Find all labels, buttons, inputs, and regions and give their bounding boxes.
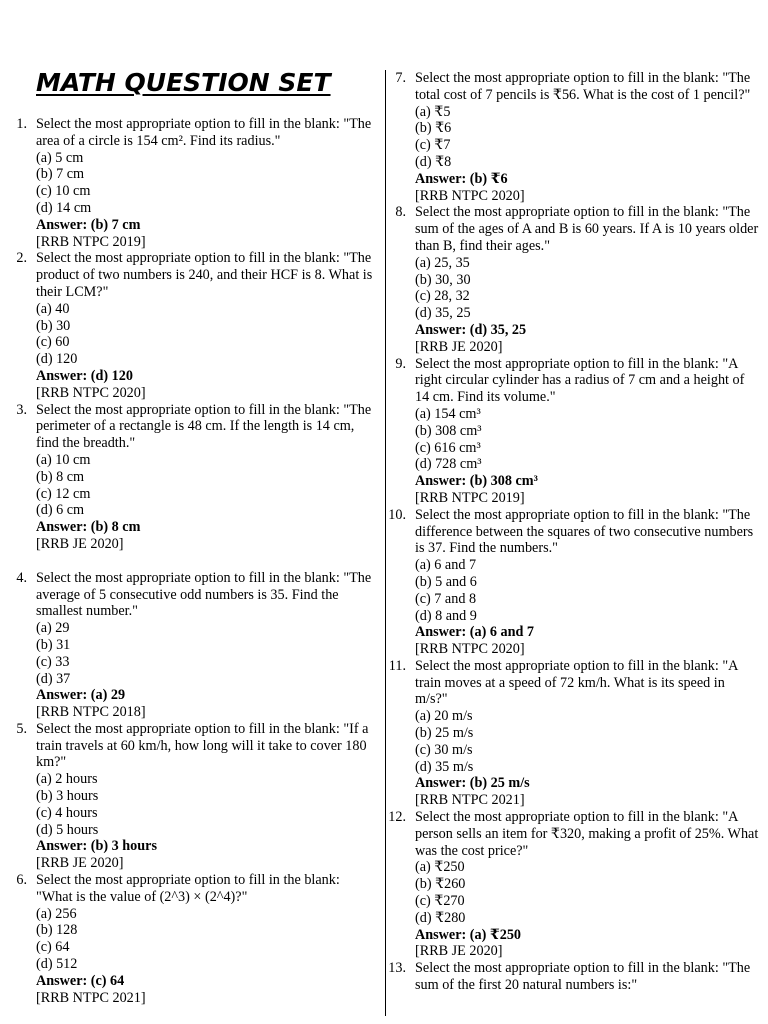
question-number: 10. <box>388 506 406 523</box>
option: (a) 40 <box>36 300 70 317</box>
question-number: 4. <box>16 569 27 586</box>
option: (d) 120 <box>36 351 78 368</box>
source: [RRB NTPC 2020] <box>415 641 525 658</box>
option: (b) 30 <box>36 317 71 334</box>
question-item <box>388 657 760 809</box>
option: (c) 12 cm <box>36 485 91 502</box>
question-column-right <box>388 70 760 994</box>
question-item <box>395 355 760 507</box>
option: (d) 35, 25 <box>415 305 471 322</box>
option: (c) 616 cm³ <box>415 439 481 456</box>
answer: Answer: (b) 7 cm <box>36 216 141 233</box>
option: (a) 25, 35 <box>415 254 470 271</box>
answer: Answer: (d) 35, 25 <box>415 321 527 338</box>
question-item <box>16 872 378 1006</box>
source: [RRB JE 2020] <box>36 535 124 552</box>
option: (c) 4 hours <box>36 804 98 821</box>
question-prompt: Select the most appropriate option to fill in the blank: "If a train travels at 60 km/h, how long will it take to cover 180 km?" <box>36 720 369 771</box>
question-prompt: Select the most appropriate option to fill in the blank: "The sum of the ages of A and B is 60 years. If A is 10 years older than B, find their ages." <box>415 204 759 254</box>
option: (c) ₹270 <box>415 893 465 910</box>
source: [RRB JE 2020] <box>415 943 503 960</box>
question-prompt: Select the most appropriate option to fill in the blank: "The product of two numbers is 240, and their HCF is 8. What is their LCM?" <box>36 250 373 300</box>
option: (b) 308 cm³ <box>415 422 482 439</box>
question-prompt: Select the most appropriate option to fill in the blank: "The average of 5 consecutive odd numbers is 35. Find the smallest number." <box>36 569 372 620</box>
question-item <box>16 250 378 401</box>
question-item <box>388 506 760 658</box>
answer: Answer: (a) 6 and 7 <box>415 624 535 641</box>
option: (b) 31 <box>36 636 71 653</box>
option: (a) ₹5 <box>415 103 451 120</box>
question-prompt: Select the most appropriate option to fill in the blank: "A right circular cylinder has a radius of 7 cm and a height of 14 cm. Find its volume." <box>415 355 745 406</box>
question-number: 8. <box>395 204 406 221</box>
source: [RRB NTPC 2021] <box>415 792 525 809</box>
option: (d) 728 cm³ <box>415 456 482 473</box>
question-item <box>16 720 378 872</box>
option: (d) ₹280 <box>415 909 466 926</box>
column-divider <box>385 70 386 1016</box>
question-item <box>395 204 760 355</box>
source: [RRB NTPC 2021] <box>36 989 146 1006</box>
question-item <box>388 960 760 994</box>
option: (a) 154 cm³ <box>415 405 481 422</box>
option: (b) 30, 30 <box>415 271 471 288</box>
page-title: MATH QUESTION SET <box>36 68 331 97</box>
question-number: 13. <box>388 960 406 977</box>
option: (a) 5 cm <box>36 149 84 166</box>
option: (d) 5 hours <box>36 821 99 838</box>
source: [RRB JE 2020] <box>415 338 503 355</box>
source: [RRB JE 2020] <box>36 855 124 872</box>
question-item <box>395 70 760 204</box>
question-number: 7. <box>395 70 406 86</box>
question-prompt: Select the most appropriate option to fill in the blank: "A train moves at a speed of 72 km/h. What is its speed in m/s?" <box>415 657 738 708</box>
option: (b) ₹260 <box>415 876 466 893</box>
question-prompt: Select the most appropriate option to fill in the blank: "The sum of the first 20 natural numbers is:" <box>415 960 751 994</box>
source: [RRB NTPC 2020] <box>415 187 525 204</box>
question-prompt: Select the most appropriate option to fill in the blank: "What is the value of (2^3) × (2^4)?" <box>36 872 340 905</box>
option: (a) 29 <box>36 620 70 637</box>
option: (d) 8 and 9 <box>415 607 477 624</box>
question-number: 11. <box>388 657 406 674</box>
option: (d) ₹8 <box>415 153 452 170</box>
option: (a) 256 <box>36 905 77 922</box>
option: (a) 2 hours <box>36 771 98 788</box>
option: (b) 25 m/s <box>415 725 474 742</box>
question-item <box>388 809 760 960</box>
question-number: 2. <box>16 250 27 267</box>
option: (b) 3 hours <box>36 788 99 805</box>
question-number: 9. <box>395 355 406 372</box>
answer: Answer: (a) ₹250 <box>415 926 522 943</box>
question-item <box>16 116 378 250</box>
question-number: 12. <box>388 809 406 826</box>
answer: Answer: (b) 8 cm <box>36 519 141 536</box>
option: (b) 5 and 6 <box>415 573 477 590</box>
answer: Answer: (b) 308 cm³ <box>415 473 538 490</box>
question-prompt: Select the most appropriate option to fill in the blank: "The perimeter of a rectangle is 48 cm. If the length is 14 cm, find the breadth." <box>36 401 372 452</box>
option: (d) 35 m/s <box>415 758 474 775</box>
answer: Answer: (c) 64 <box>36 972 125 989</box>
question-prompt: Select the most appropriate option to fill in the blank: "The area of a circle is 154 cm². Find its radius." <box>36 116 372 149</box>
question-number: 1. <box>16 116 27 132</box>
source: [RRB NTPC 2020] <box>36 384 146 401</box>
option: (d) 6 cm <box>36 502 85 519</box>
question-prompt: Select the most appropriate option to fill in the blank: "The difference between the squares of two consecutive numbers is 37. Find the numbers." <box>415 506 754 557</box>
option: (a) 6 and 7 <box>415 557 477 574</box>
option: (d) 14 cm <box>36 199 92 216</box>
option: (c) 28, 32 <box>415 288 470 305</box>
option: (a) ₹250 <box>415 859 465 876</box>
option: (a) 10 cm <box>36 451 91 468</box>
option: (c) ₹7 <box>415 137 451 154</box>
question-number: 6. <box>16 872 27 889</box>
option: (b) 128 <box>36 922 78 939</box>
answer: Answer: (b) ₹6 <box>415 170 508 187</box>
option: (b) ₹6 <box>415 120 452 137</box>
source: [RRB NTPC 2019] <box>36 233 146 250</box>
option: (b) 7 cm <box>36 166 85 183</box>
option: (d) 37 <box>36 670 71 687</box>
answer: Answer: (b) 3 hours <box>36 838 157 855</box>
option: (c) 30 m/s <box>415 741 473 758</box>
option: (c) 60 <box>36 334 70 351</box>
question-column-left <box>16 116 378 1006</box>
option: (c) 7 and 8 <box>415 590 477 607</box>
question-item <box>16 569 378 721</box>
option: (c) 64 <box>36 939 70 956</box>
answer: Answer: (b) 25 m/s <box>415 775 530 792</box>
question-number: 3. <box>16 401 27 418</box>
option: (a) 20 m/s <box>415 708 473 725</box>
question-item <box>16 401 378 553</box>
answer: Answer: (a) 29 <box>36 687 126 704</box>
option: (b) 8 cm <box>36 468 85 485</box>
question-number: 5. <box>16 720 27 737</box>
source: [RRB NTPC 2019] <box>415 489 525 506</box>
option: (c) 10 cm <box>36 183 91 200</box>
question-prompt: Select the most appropriate option to fill in the blank: "A person sells an item for ₹320, making a profit of 25%. What was the cost price?" <box>415 809 759 859</box>
source: [RRB NTPC 2018] <box>36 704 146 721</box>
answer: Answer: (d) 120 <box>36 367 133 384</box>
option: (c) 33 <box>36 653 70 670</box>
option: (d) 512 <box>36 956 78 973</box>
question-prompt: Select the most appropriate option to fill in the blank: "The total cost of 7 pencils is ₹56. What is the cost of 1 pencil?" <box>415 70 751 103</box>
